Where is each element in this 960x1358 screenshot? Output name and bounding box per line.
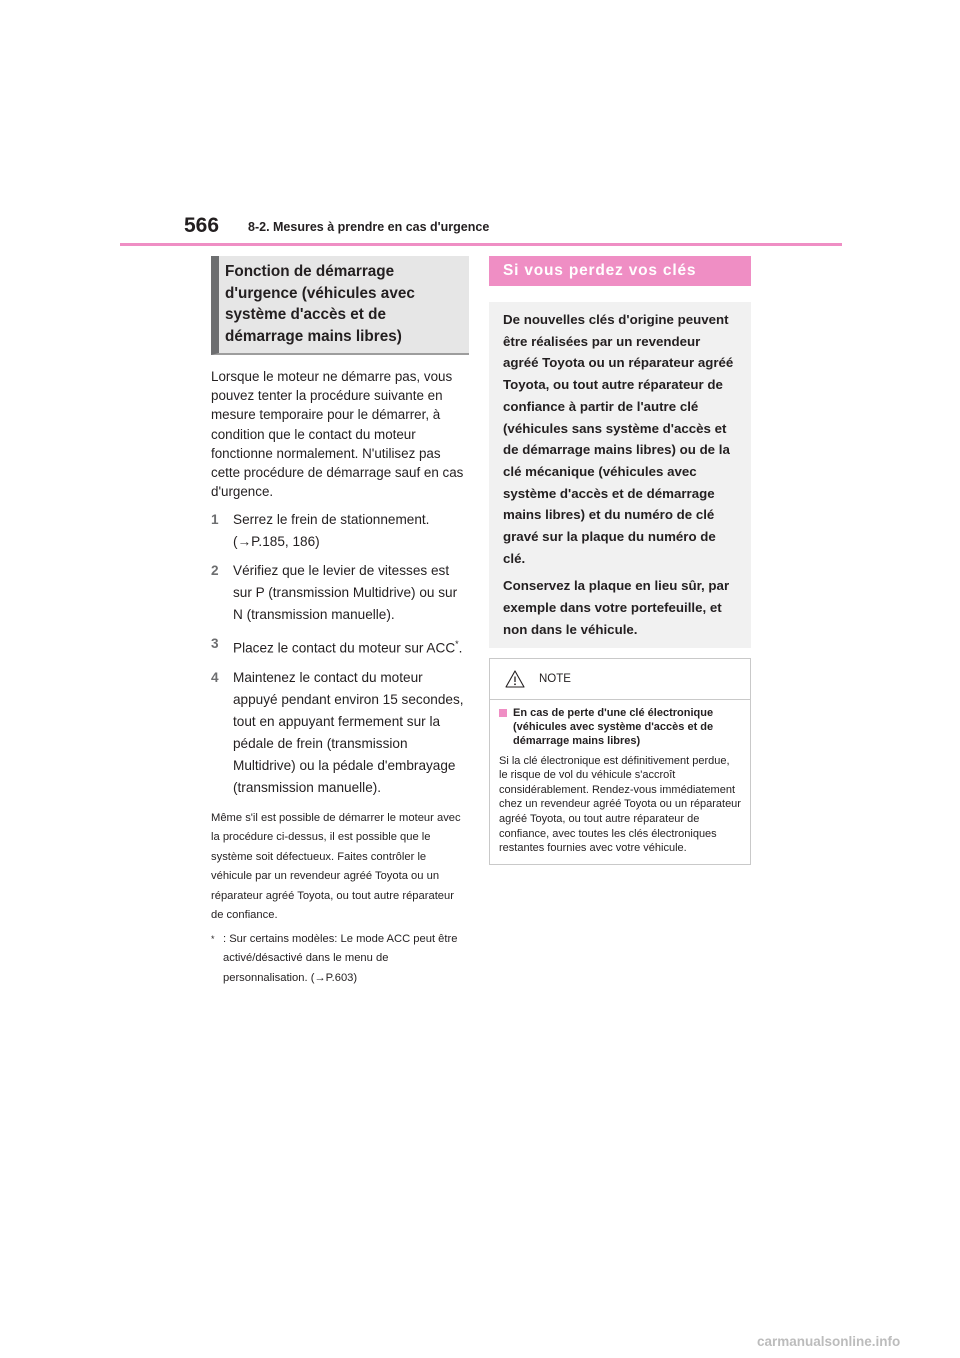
step-number: 2 (211, 563, 219, 579)
watermark: carmanualsonline.info (757, 1334, 901, 1349)
step-text-end: . (458, 640, 463, 656)
note-box (489, 658, 751, 865)
step-2 (211, 560, 469, 626)
note-header (499, 665, 741, 693)
left-column (211, 256, 469, 988)
step-1 (211, 509, 469, 553)
footnote-text: : Sur certains modèles: Le mode ACC peut être activé/désactivé dans le menu de personnalisation. (→P.603) (223, 932, 458, 984)
warning-triangle-icon (505, 670, 525, 688)
step-text (233, 509, 469, 553)
footnote (211, 930, 469, 989)
step-4 (211, 667, 469, 799)
section-title: 8-2. Mesures à prendre en cas d'urgence (248, 220, 490, 234)
note-label: NOTE (539, 672, 571, 685)
step-number: 1 (211, 512, 219, 528)
step-text: Maintenez le contact du moteur appuyé pendant environ 15 secondes, tout en appuyant fermement sur la pédale de frein (transmission Multidrive) ou la pédale d'embrayage (transmission manuelle). (233, 669, 464, 795)
square-bullet-icon (499, 709, 507, 717)
procedure-steps (211, 509, 469, 799)
right-column (489, 256, 751, 865)
lost-keys-heading: Si vous perdez vos clés (489, 256, 751, 286)
note-item (499, 706, 741, 748)
header-divider (120, 243, 842, 246)
step-3 (211, 633, 469, 660)
page-reference: (→P.185, 186) (233, 534, 320, 550)
step-text (233, 633, 469, 660)
note-divider (490, 699, 750, 700)
emergency-start-heading: Fonction de démarrage d'urgence (véhicules avec système d'accès et de démarrage mains libres) (211, 256, 469, 355)
step-number: 3 (211, 636, 219, 652)
step-text: Vérifiez que le levier de vitesses est sur P (transmission Multidrive) ou sur N (transmission manuelle). (233, 563, 458, 623)
page-number: 566 (184, 214, 220, 237)
lost-keys-info-box (489, 302, 751, 648)
footnote-marker: * (455, 639, 459, 650)
info-paragraph: Conservez la plaque en lieu sûr, par exemple dans votre portefeuille, et non dans le véhicule. (503, 578, 730, 637)
info-paragraph: De nouvelles clés d'origine peuvent être réalisées par un revendeur agréé Toyota ou un réparateur agréé Toyota, ou tout autre réparateur de confiance à partir de l'autre clé (véhicules sans système d'accès et de démarrage mains libres) ou de la clé mécanique (véhicules avec système d'accès et de démarrage mains libres) et du numéro de clé gravé sur la plaque du numéro de clé. (503, 312, 734, 566)
caution-note: Même s'il est possible de démarrer le moteur avec la procédure ci-dessus, il est possible que le système soit défectueux. Faites contrôler le véhicule par un revendeur agréé Toyota ou un réparateur agréé Toyota, ou tout autre réparateur de confiance. (211, 811, 461, 922)
footnote-mark: * (211, 933, 215, 944)
step-text-main: Placez le contact du moteur sur ACC (233, 640, 456, 656)
note-item-title: En cas de perte d'une clé électronique (véhicules avec système d'accès et de démarrage mains libres) (513, 706, 714, 747)
step-text-main: Serrez le frein de stationnement. (233, 512, 430, 528)
intro-paragraph: Lorsque le moteur ne démarre pas, vous pouvez tenter la procédure suivante en mesure temporaire pour le démarrer, à condition que le contact du moteur fonctionne normalement. N'utilisez pas cette procédure de démarrage sauf en cas d'urgence. (211, 369, 464, 500)
note-item-text: Si la clé électronique est définitivement perdue, le risque de vol du véhicule s'accroît considérablement. Rendez-vous immédiatement chez un revendeur agréé Toyota ou un réparateur agréé Toyota, ou tout autre réparateur de confiance, avec toutes les clés électroniques restantes fournies avec votre véhicule. (499, 754, 741, 855)
step-number: 4 (211, 669, 219, 685)
